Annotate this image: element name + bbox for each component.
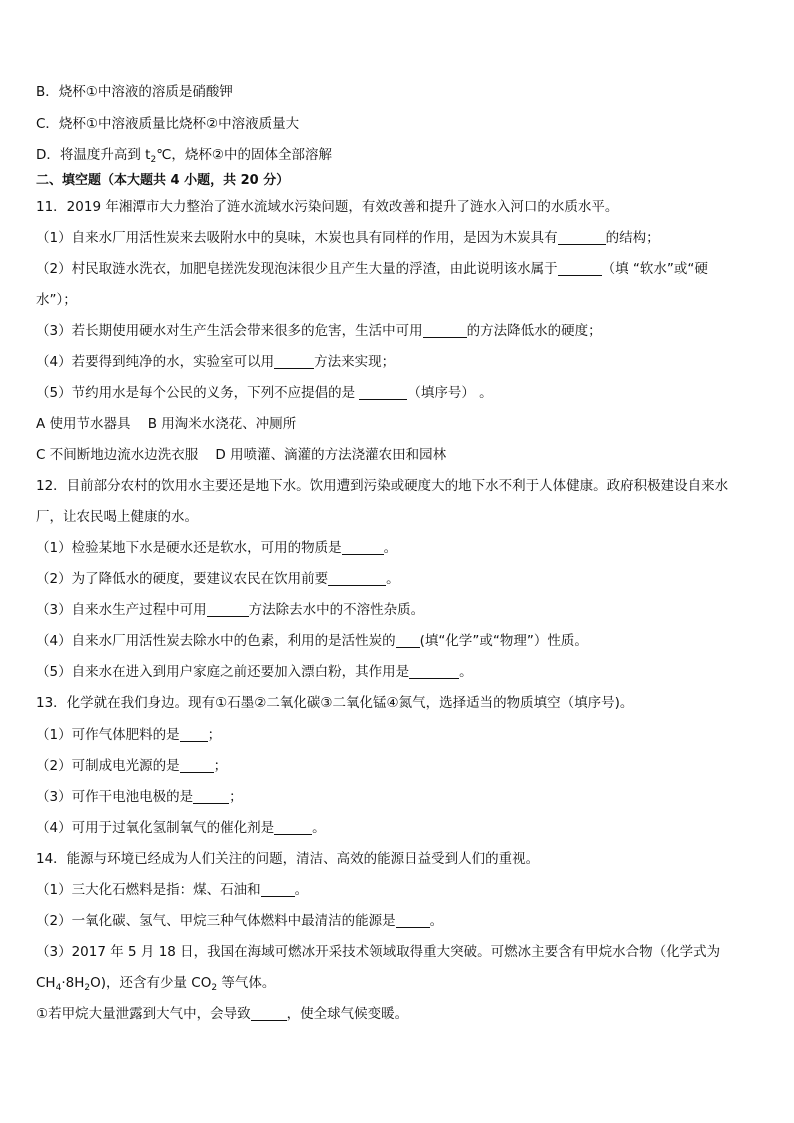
- q12-stem-1: [36, 477, 764, 495]
- q12-stem-1-text: 12．目前部分农村的饮用水主要还是地下水。饮用遭到污染或硬度大的地下水不利于人体健康。政府积极建设自来水: [36, 478, 729, 494]
- answer-blank[interactable]: [261, 882, 295, 897]
- q14-part3-line2: [36, 974, 764, 992]
- option-d-post: ℃，烧杯②中的固体全部溶解: [156, 147, 332, 163]
- formula-sub-4: 4: [55, 983, 62, 993]
- q11-part4: [36, 353, 764, 371]
- q11-part2-post: （填 “软水”或“硬: [601, 261, 708, 277]
- q12-part4: [36, 632, 764, 650]
- answer-blank[interactable]: [328, 571, 386, 586]
- q13-part2: [36, 757, 764, 775]
- q11-part1: [36, 229, 764, 247]
- q11-stem: [36, 198, 764, 216]
- q11-options-ab-text: A 使用节水器具 B 用淘米水浇花、冲厕所: [36, 416, 297, 432]
- q11-part4-post: 方法来实现；: [314, 354, 396, 370]
- q12-part3: [36, 601, 764, 619]
- answer-blank[interactable]: [423, 323, 467, 338]
- q12-part3-post: 方法除去水中的不溶性杂质。: [248, 602, 425, 618]
- section-heading-text: 二、填空题（本大题共 4 小题，共 20 分）: [36, 173, 290, 188]
- formula-h2o-h: ·8H: [61, 975, 85, 991]
- q14-part3-sub1-pre: ①若甲烷大量泄露到大气中，会导致: [36, 1006, 251, 1022]
- option-b: [36, 83, 764, 101]
- q13-part4-pre: （4）可用于过氧化氢制氧气的催化剂是: [36, 820, 275, 836]
- q12-part5: [36, 663, 764, 681]
- option-d: [36, 146, 764, 164]
- q12-part4-pre: （4）自来水厂用活性炭去除水中的色素，利用的是活性炭的: [36, 633, 396, 649]
- q11-options-ab: [36, 415, 764, 433]
- answer-blank[interactable]: [274, 820, 312, 835]
- q14-part2: [36, 912, 764, 930]
- q13-stem-text: 13．化学就在我们身边。现有①石墨②二氧化碳③二氧化锰④氮气，选择适当的物质填空（填序号)。: [36, 695, 634, 711]
- q11-part5-pre: （5）节约用水是每个公民的义务，下列不应提倡的是: [36, 385, 356, 401]
- q14-part1: [36, 881, 764, 899]
- q11-part4-pre: （4）若要得到纯净的水，实验室可以用: [36, 354, 275, 370]
- q11-part2-cont: [36, 291, 764, 309]
- q12-part2: [36, 570, 764, 588]
- formula-co2-sub: 2: [211, 983, 218, 993]
- q11-part2-cont-text: 水”）；: [36, 292, 77, 308]
- answer-blank[interactable]: [558, 261, 602, 276]
- q11-part1-post: 的结构；: [605, 230, 660, 246]
- q13-part1-post: ；: [207, 727, 222, 743]
- q12-part4-post: (填“化学”或“物理”）性质。: [419, 633, 588, 649]
- q13-part1: [36, 726, 764, 744]
- q14-part3-line1: [36, 943, 764, 961]
- q12-part5-post: 。: [459, 664, 473, 680]
- q11-options-cd: [36, 446, 764, 464]
- q11-part3-pre: （3）若长期使用硬水对生产生活会带来很多的危害，生活中可用: [36, 323, 423, 339]
- q12-stem-2-text: 厂，让农民喝上健康的水。: [36, 509, 198, 525]
- q12-part3-pre: （3）自来水生产过程中可用: [36, 602, 207, 618]
- q12-part5-pre: （5）自来水在进入到用户家庭之前还要加入漂白粉，其作用是: [36, 664, 410, 680]
- q11-stem-text: 11．2019 年湘潭市大力整治了涟水流域水污染问题，有效改善和提升了涟水入河口的水质水平。: [36, 199, 619, 215]
- q14-part3-sub1-post: ，使全球气候变暖。: [286, 1006, 409, 1022]
- q14-stem-text: 14．能源与环境已经成为人们关注的问题，清洁、高效的能源日益受到人们的重视。: [36, 851, 540, 867]
- q11-part5: [36, 384, 764, 402]
- q11-part3: [36, 322, 764, 340]
- answer-blank[interactable]: [251, 1006, 287, 1021]
- answer-blank[interactable]: [274, 354, 314, 369]
- option-b-text: B．烧杯①中溶液的溶质是硝酸钾: [36, 84, 233, 100]
- option-c: [36, 115, 764, 133]
- q13-part3-pre: （3）可作干电池电极的是: [36, 789, 194, 805]
- answer-blank[interactable]: [396, 913, 430, 928]
- q12-part1-pre: （1）检验某地下水是硬水还是软水，可用的物质是: [36, 540, 342, 556]
- q14-part2-pre: （2）一氧化碳、氢气、甲烷三种气体燃料中最清洁的能源是: [36, 913, 396, 929]
- answer-blank[interactable]: [558, 230, 606, 245]
- q13-part2-pre: （2）可制成电光源的是: [36, 758, 180, 774]
- q14-part3-sub1: [36, 1005, 764, 1023]
- formula-sub-2: 2: [84, 983, 91, 993]
- q11-part2-pre: （2）村民取涟水洗衣，加肥皂搓洗发现泡沫很少且产生大量的浮渣，由此说明该水属于: [36, 261, 558, 277]
- q14-stem: [36, 850, 764, 868]
- q13-part4-post: 。: [312, 820, 326, 836]
- q14-part2-post: 。: [429, 913, 444, 929]
- q14-part1-post: 。: [294, 882, 309, 898]
- answer-blank[interactable]: [342, 540, 384, 555]
- answer-blank[interactable]: [396, 633, 420, 648]
- q11-options-cd-text: C 不间断地边流水边洗衣服 D 用喷灌、滴灌的方法浇灌农田和园林: [36, 447, 447, 463]
- q13-part2-post: ；: [213, 758, 228, 774]
- q12-stem-2: [36, 508, 764, 526]
- answer-blank[interactable]: [180, 758, 214, 773]
- formula-tail: 等气体。: [217, 975, 276, 991]
- section-heading: [36, 172, 764, 190]
- answer-blank[interactable]: [409, 664, 459, 679]
- answer-blank[interactable]: [359, 385, 407, 400]
- q14-part1-pre: （1）三大化石燃料是指：煤、石油和: [36, 882, 261, 898]
- q13-part3-post: ；: [229, 789, 243, 805]
- formula-co: O)，还含有少量 CO: [90, 975, 212, 991]
- q13-part3: [36, 788, 764, 806]
- formula-ch: CH: [36, 975, 56, 991]
- q12-part1: [36, 539, 764, 557]
- q11-part2: [36, 260, 764, 278]
- answer-blank[interactable]: [180, 727, 208, 742]
- option-d-subscript: 2: [150, 155, 157, 165]
- q12-part2-pre: （2）为了降低水的硬度，要建议农民在饮用前要: [36, 571, 329, 587]
- q13-stem: [36, 694, 764, 712]
- q14-part3-line1-text: （3）2017 年 5 月 18 日，我国在海域可燃冰开采技术领域取得重大突破。可燃冰主要含有甲烷水合物（化学式为: [36, 944, 721, 960]
- q11-part1-pre: （1）自来水厂用活性炭来去吸附水中的臭味，木炭也具有同样的作用，是因为木炭具有: [36, 230, 558, 246]
- q12-part1-post: 。: [383, 540, 398, 556]
- q13-part1-pre: （1）可作气体肥料的是: [36, 727, 180, 743]
- q12-part2-post: 。: [386, 571, 400, 587]
- answer-blank[interactable]: [193, 789, 229, 804]
- q11-part3-post: 的方法降低水的硬度；: [466, 323, 602, 339]
- option-d-pre: D．将温度升高到 t: [36, 147, 151, 163]
- q11-part5-post: （填序号） 。: [407, 385, 493, 401]
- q13-part4: [36, 819, 764, 837]
- answer-blank[interactable]: [207, 602, 249, 617]
- option-c-text: C．烧杯①中溶液质量比烧杯②中溶液质量大: [36, 116, 300, 132]
